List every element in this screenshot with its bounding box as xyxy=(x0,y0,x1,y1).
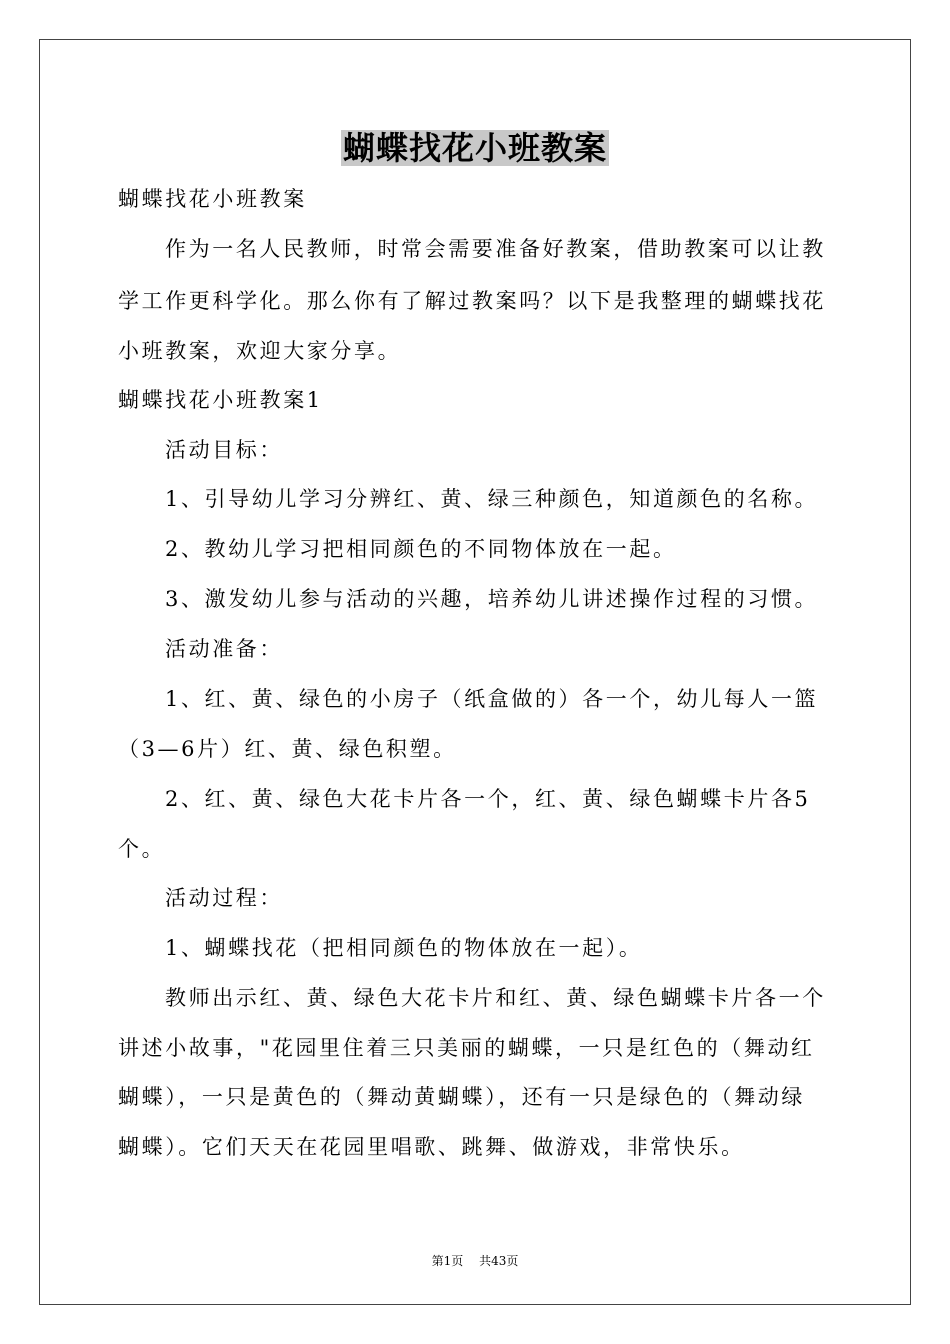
paragraph-line: 2、教幼儿学习把相同颜色的不同物体放在一起。 xyxy=(165,537,677,561)
page-number: 第1页 xyxy=(431,1254,464,1268)
paragraph-line: 作为一名人民教师，时常会需要准备好教案，借助教案可以让教 xyxy=(165,237,826,261)
document-title-container xyxy=(0,130,950,166)
paragraph-line: 1、红、黄、绿色的小房子（纸盒做的）各一个，幼儿每人一篮 xyxy=(165,687,819,711)
paragraph-line: 蝴蝶）。它们天天在花园里唱歌、跳舞、做游戏，非常快乐。 xyxy=(118,1135,745,1159)
paragraph-line: 活动准备： xyxy=(165,637,283,661)
paragraph-line: 小班教案，欢迎大家分享。 xyxy=(118,339,402,363)
paragraph-line: 1、引导幼儿学习分辨红、黄、绿三种颜色，知道颜色的名称。 xyxy=(165,487,819,511)
paragraph-line: 活动目标： xyxy=(165,438,283,462)
section-heading: 蝴蝶找花小班教案1 xyxy=(118,388,323,412)
paragraph-line: 蝴蝶），一只是黄色的（舞动黄蝴蝶），还有一只是绿色的（舞动绿 xyxy=(118,1085,805,1109)
paragraph-line: 1、蝴蝶找花（把相同颜色的物体放在一起）。 xyxy=(165,936,643,960)
paragraph-line: 学工作更科学化。那么你有了解过教案吗？以下是我整理的蝴蝶找花 xyxy=(118,289,826,313)
paragraph-line: 教师出示红、黄、绿色大花卡片和红、黄、绿色蝴蝶卡片各一个 xyxy=(165,986,826,1010)
paragraph-line: 活动过程： xyxy=(165,886,283,910)
paragraph-line: 2、红、黄、绿色大花卡片各一个，红、黄、绿色蝴蝶卡片各5 xyxy=(165,787,811,811)
page-border xyxy=(39,39,911,1305)
page-footer xyxy=(0,1252,950,1269)
paragraph-line: 3、激发幼儿参与活动的兴趣，培养幼儿讲述操作过程的习惯。 xyxy=(165,587,819,611)
document-title: 蝴蝶找花小班教案 xyxy=(342,129,607,167)
page-total: 共43页 xyxy=(479,1254,519,1268)
subtitle-line: 蝴蝶找花小班教案 xyxy=(118,187,307,211)
paragraph-line: 个。 xyxy=(118,837,166,861)
paragraph-line: 讲述小故事，"花园里住着三只美丽的蝴蝶，一只是红色的（舞动红 xyxy=(118,1036,815,1060)
paragraph-line: （3—6片）红、黄、绿色积塑。 xyxy=(118,737,457,761)
